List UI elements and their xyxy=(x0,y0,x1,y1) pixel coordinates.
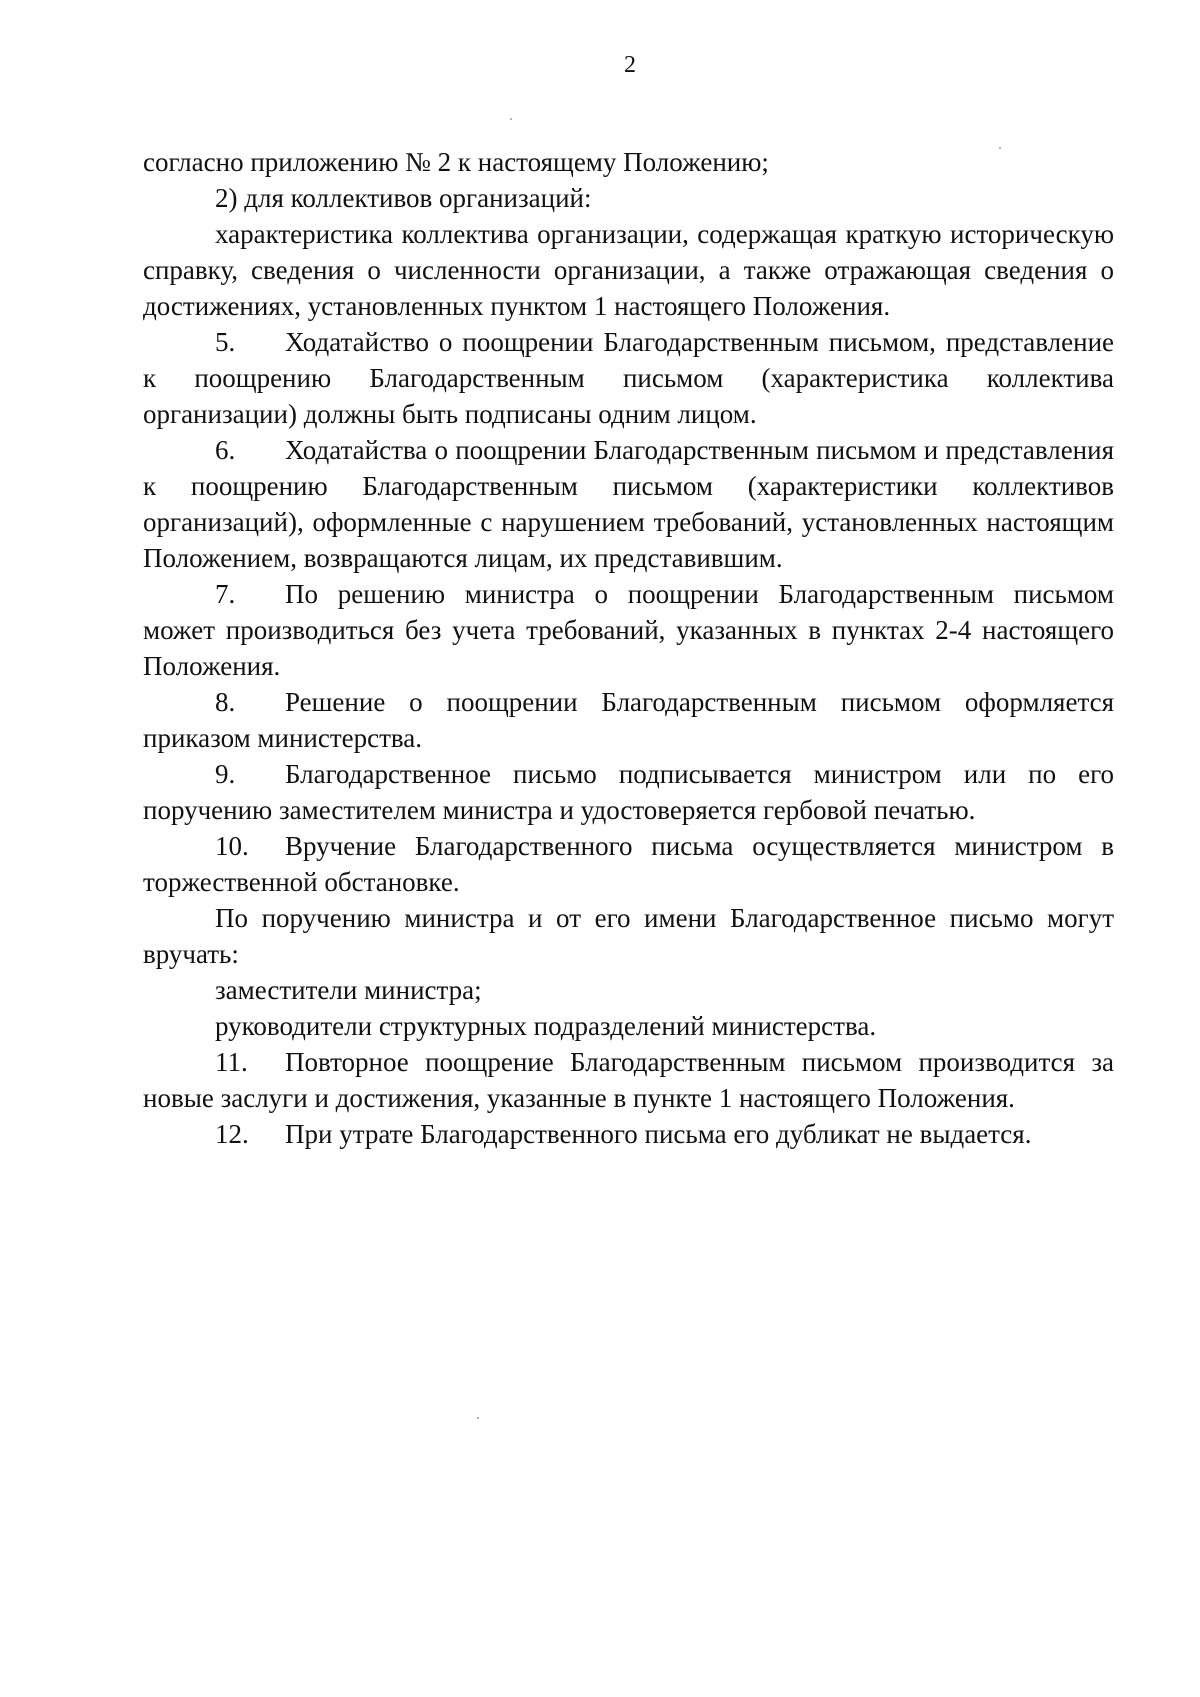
paragraph-deputies xyxy=(143,972,1114,1008)
item-number: 10. xyxy=(215,831,249,861)
paragraph-item-6 xyxy=(143,432,1114,576)
paragraph-item-10 xyxy=(143,828,1114,900)
item-number: 12. xyxy=(215,1119,249,1149)
paragraph-text: руководители структурных подразделений министерства. xyxy=(215,1011,877,1041)
scan-speck xyxy=(510,118,512,120)
item-number: 8. xyxy=(215,687,236,717)
paragraph-text: По решению министра о поощрении Благодарственным письмом может производиться без учета требований, указанных в пунктах 2-4 настоящего Положения. xyxy=(143,579,1114,681)
document-body xyxy=(143,144,1114,1152)
paragraph-item-11 xyxy=(143,1044,1114,1116)
paragraph-text: Ходатайство о поощрении Благодарственным письмом, представление к поощрению Благодарственным письмом (характеристика коллектива организации) должны быть подписаны одним лицом. xyxy=(143,327,1114,429)
paragraph-item-12 xyxy=(143,1116,1114,1152)
item-number: 11. xyxy=(215,1047,248,1077)
item-number: 9. xyxy=(215,759,236,789)
page-number: 2 xyxy=(624,52,636,78)
scan-speck xyxy=(999,147,1001,149)
paragraph-item-9 xyxy=(143,756,1114,828)
item-number: 6. xyxy=(215,435,236,465)
item-number: 5. xyxy=(215,327,236,357)
paragraph-item-5 xyxy=(143,324,1114,432)
paragraph-text: Повторное поощрение Благодарственным письмом производится за новые заслуги и достижения, указанные в пункте 1 настоящего Положения. xyxy=(143,1047,1114,1113)
paragraph-text: Благодарственное письмо подписывается министром или по его поручению заместителем министра и удостоверяется гербовой печатью. xyxy=(143,759,1114,825)
paragraph-heads xyxy=(143,1008,1114,1044)
paragraph-text: При утрате Благодарственного письма его дубликат не выдается. xyxy=(285,1119,1032,1149)
paragraph-item-7 xyxy=(143,576,1114,684)
scan-speck xyxy=(477,1417,479,1419)
paragraph-text: Вручение Благодарственного письма осуществляется министром в торжественной обстановке. xyxy=(143,831,1114,897)
paragraph-item-8 xyxy=(143,684,1114,756)
paragraph-text: Решение о поощрении Благодарственным письмом оформляется приказом министерства. xyxy=(143,687,1114,753)
paragraph-subitem-2 xyxy=(143,180,1114,216)
paragraph-continuation xyxy=(143,144,1114,180)
paragraph-text: По поручению министра и от его имени Благодарственное письмо могут вручать: xyxy=(143,903,1114,969)
item-number: 7. xyxy=(215,579,236,609)
paragraph-text: согласно приложению № 2 к настоящему Положению; xyxy=(143,147,769,177)
paragraph-characteristic xyxy=(143,216,1114,324)
paragraph-text: характеристика коллектива организации, содержащая краткую историческую справку, сведения о численности организации, а также отражающая сведения о достижениях, установленных пунктом 1 настоящего Положения. xyxy=(143,219,1114,321)
paragraph-presenters xyxy=(143,900,1114,972)
paragraph-text: заместители министра; xyxy=(215,975,482,1005)
paragraph-text: 2) для коллективов организаций: xyxy=(215,183,592,213)
paragraph-text: Ходатайства о поощрении Благодарственным письмом и представления к поощрению Благодарственным письмом (характеристики коллективов организаций), оформленные с нарушением требований, установленных настоящим Положением, возвращаются лицам, их представившим. xyxy=(143,435,1114,573)
